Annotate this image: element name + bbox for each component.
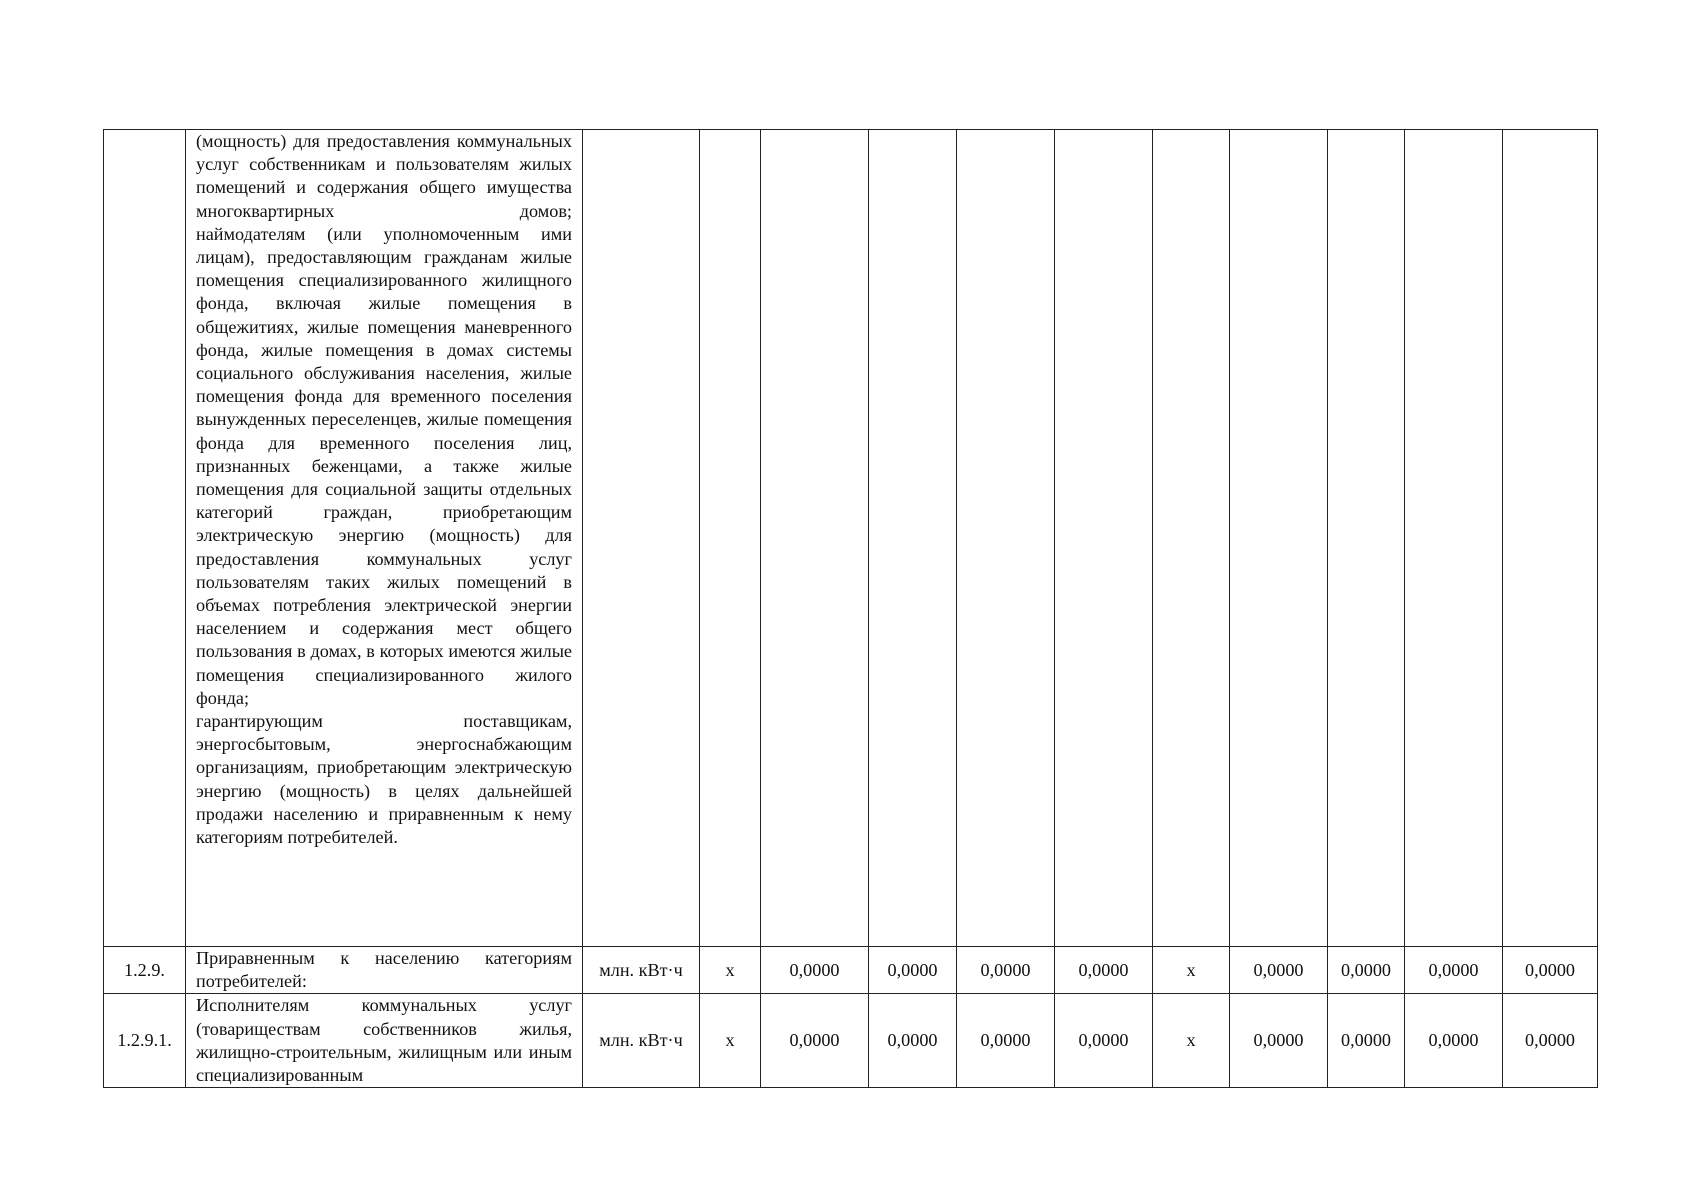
description-cell	[186, 994, 583, 1088]
value-cell: 0,0000	[1503, 994, 1598, 1088]
value-cell: 0,0000	[1503, 947, 1598, 994]
unit-cell: млн. кВт·ч	[583, 947, 700, 994]
value-cell	[700, 130, 761, 947]
value-cell: 0,0000	[761, 994, 869, 1088]
value-cell	[1405, 130, 1503, 947]
value-cell: 0,0000	[1055, 994, 1153, 1088]
unit-cell: млн. кВт·ч	[583, 994, 700, 1088]
value-cell: 0,0000	[869, 994, 957, 1088]
value-cell	[1503, 130, 1598, 947]
value-cell: 0,0000	[957, 947, 1055, 994]
value-cell: 0,0000	[957, 994, 1055, 1088]
description-cell	[186, 947, 583, 994]
value-cell: 0,0000	[1055, 947, 1153, 994]
table-row	[104, 947, 1598, 994]
value-cell: x	[1153, 994, 1230, 1088]
value-cell: x	[700, 994, 761, 1088]
description-paragraph: Приравненным к населению категориям потребителей:	[196, 948, 572, 992]
description-paragraph: наймодателям (или уполномоченным ими лицам), предоставляющим гражданам жилые помещения специализированного жилищного фонда, включая жилые помещения в общежитиях, жилые помещения маневренного фонда, жилые помещения в домах системы социального обслуживания населения, жилые помещения фонда для временного поселения вынужденных переселенцев, жилые помещения фонда для временного поселения лиц, признанных беженцами, а также жилые помещения для социальной защиты отдельных категорий граждан, приобретающим электрическую энергию (мощность) для предоставления коммунальных услуг пользователям таких жилых помещений в объемах потребления электрической энергии населением и содержания мест общего пользования в домах, в которых имеются жилые помещения специализированного жилого фонда;	[196, 223, 572, 708]
description-paragraph: гарантирующим поставщикам, энергосбытовым, энергоснабжающим организациям, приобретающим электрическую энергию (мощность) в целях дальнейшей продажи населению и приравненным к нему категориям потребителей.	[196, 711, 572, 848]
table-row	[104, 994, 1598, 1088]
value-cell	[957, 130, 1055, 947]
value-cell: 0,0000	[1230, 994, 1328, 1088]
value-cell: 0,0000	[1328, 994, 1405, 1088]
value-cell	[1055, 130, 1153, 947]
description-cell	[186, 130, 583, 947]
value-cell: 0,0000	[1230, 947, 1328, 994]
row-id-cell: 1.2.9.	[104, 947, 186, 994]
value-cell: 0,0000	[1405, 947, 1503, 994]
value-cell: 0,0000	[1405, 994, 1503, 1088]
data-table	[103, 129, 1598, 1088]
value-cell	[1153, 130, 1230, 947]
description-paragraph: (мощность) для предоставления коммунальных услуг собственникам и пользователям жилых помещений и содержания общего имущества многоквартирных домов;	[196, 131, 572, 221]
unit-cell	[583, 130, 700, 947]
value-cell: x	[1153, 947, 1230, 994]
row-id-cell	[104, 130, 186, 947]
value-cell: x	[700, 947, 761, 994]
value-cell	[1328, 130, 1405, 947]
table-row	[104, 130, 1598, 947]
value-cell	[761, 130, 869, 947]
value-cell	[1230, 130, 1328, 947]
row-id-cell: 1.2.9.1.	[104, 994, 186, 1088]
value-cell: 0,0000	[869, 947, 957, 994]
value-cell: 0,0000	[1328, 947, 1405, 994]
description-paragraph: Исполнителям коммунальных услуг (товариществам собственников жилья, жилищно-строительным, жилищным или иным специализированным	[196, 995, 572, 1086]
value-cell	[869, 130, 957, 947]
value-cell: 0,0000	[761, 947, 869, 994]
